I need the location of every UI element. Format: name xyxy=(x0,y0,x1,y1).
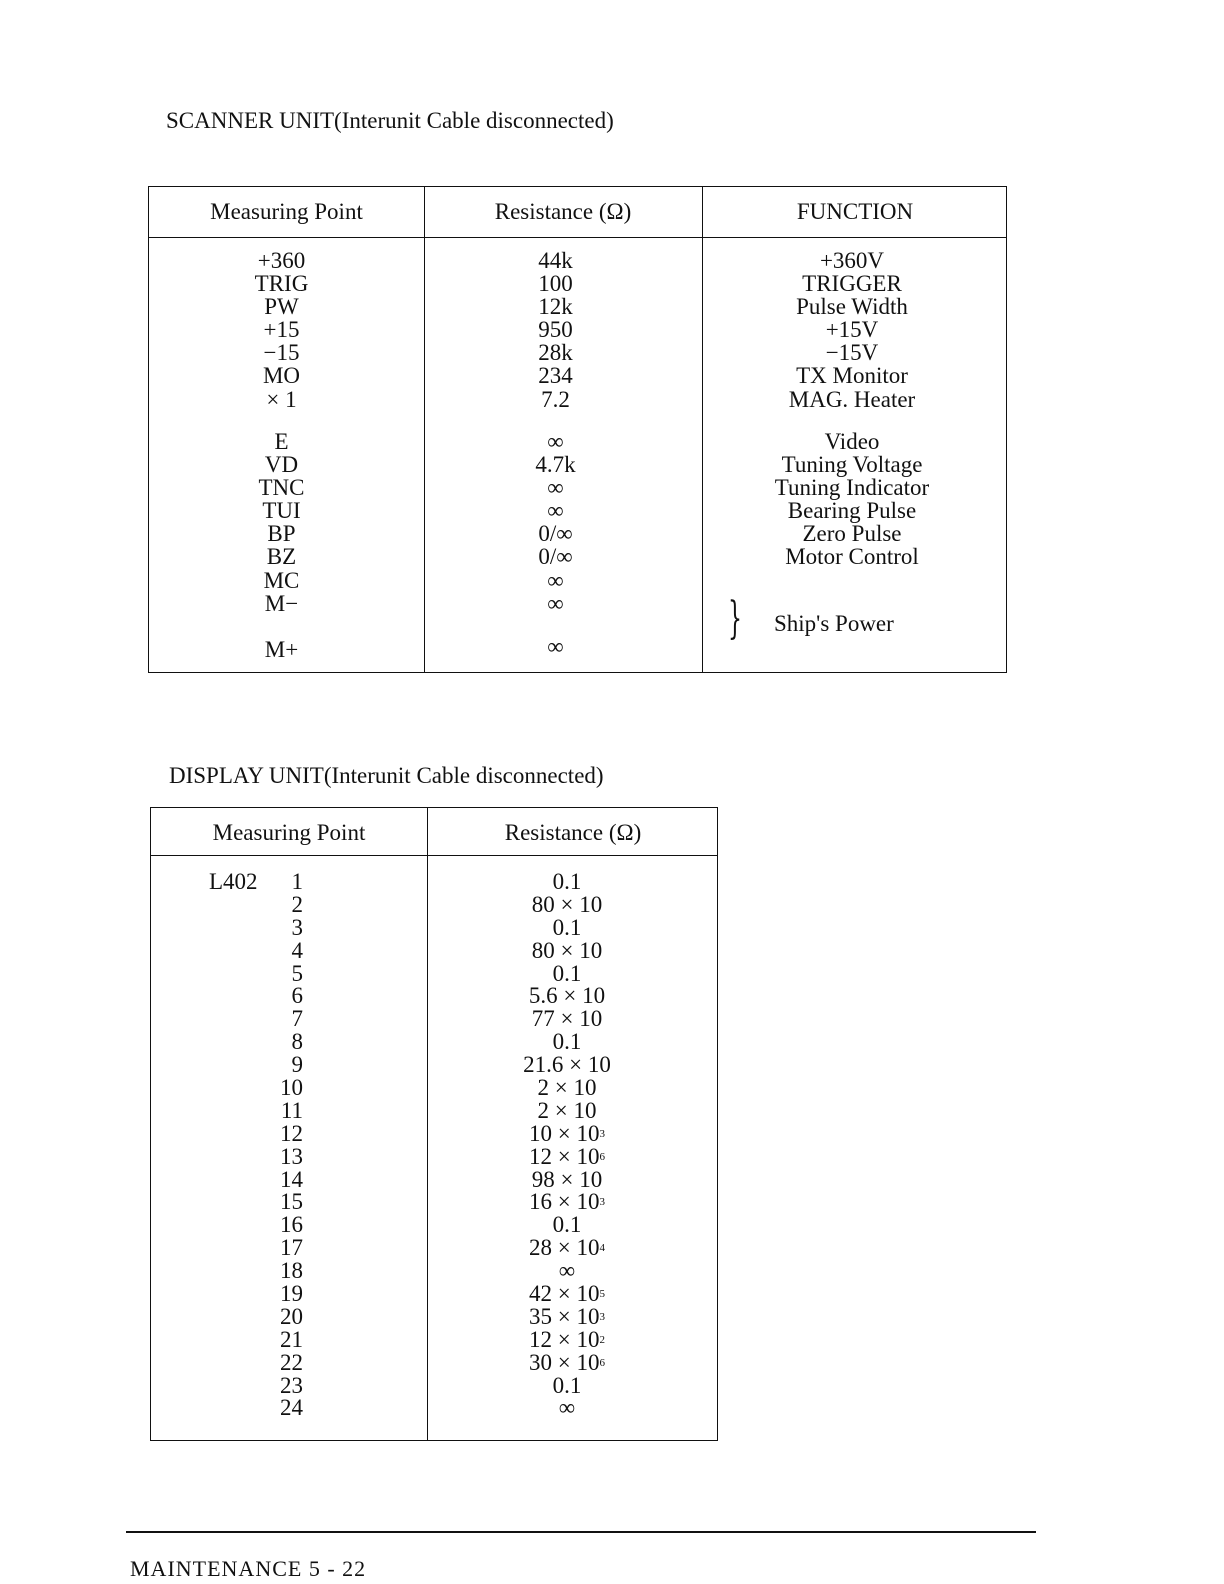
resistance-value: 0.1 xyxy=(552,1212,582,1238)
table-cell: MC xyxy=(263,567,300,593)
table-cell: 14 xyxy=(280,1166,303,1192)
table-row xyxy=(467,1396,667,1419)
scanner-table xyxy=(148,186,1007,673)
table-cell: Bearing Pulse xyxy=(787,498,917,524)
resistance-value: 28 × 10 xyxy=(529,1235,600,1261)
table-cell: Tuning Voltage xyxy=(781,452,923,478)
resistance-value: 77 × 10 xyxy=(531,1006,603,1032)
table-row xyxy=(467,1259,667,1282)
table-cell: M+ xyxy=(264,637,299,662)
table-cell: Pulse Width xyxy=(796,294,908,320)
resistance-value: 16 × 10 xyxy=(529,1189,600,1215)
display-table xyxy=(150,807,718,1441)
table-cell: 22 xyxy=(280,1349,303,1375)
table-cell: 0/∞ xyxy=(538,521,573,547)
table-cell: BZ xyxy=(266,544,297,570)
table-cell: 3 xyxy=(291,914,303,940)
exponent: 6 xyxy=(599,1356,605,1369)
table-cell: 1 xyxy=(291,869,303,894)
table-cell: 5 xyxy=(291,960,303,986)
table-cell: 0/∞ xyxy=(538,544,573,570)
resistance-value: 10 × 10 xyxy=(529,1120,600,1146)
table-cell: 234 xyxy=(538,363,573,389)
resistance-value: 21.6 × 10 xyxy=(523,1052,611,1078)
scanner-functions-group2 xyxy=(702,430,1002,569)
table-row xyxy=(467,1076,667,1099)
table-cell: ∞ xyxy=(547,429,564,454)
table-cell: 19 xyxy=(280,1281,303,1307)
resistance-value: 42 × 10 xyxy=(529,1281,600,1307)
resistance-value: ∞ xyxy=(558,1258,576,1284)
exponent: 4 xyxy=(599,1242,605,1255)
table-cell: 7 xyxy=(291,1006,303,1032)
table-cell: PW xyxy=(264,294,299,320)
table-row xyxy=(467,1374,667,1397)
table-cell: +360 xyxy=(257,248,306,273)
display-connector-label xyxy=(209,870,258,893)
resistance-value: 98 × 10 xyxy=(531,1166,603,1192)
table-cell: Video xyxy=(824,429,880,454)
table-cell: 20 xyxy=(280,1303,303,1329)
table-cell: 44k xyxy=(538,248,573,273)
table-cell: TRIGGER xyxy=(802,271,902,297)
table-cell: 9 xyxy=(291,1052,303,1078)
table-row xyxy=(467,1328,667,1351)
display-pins xyxy=(261,870,303,1419)
table-cell: 11 xyxy=(280,1097,303,1123)
table-cell: 23 xyxy=(280,1372,303,1398)
table-cell: +360V xyxy=(819,248,885,273)
table-row xyxy=(467,1236,667,1259)
table-cell: 2 xyxy=(291,891,303,917)
table-row xyxy=(467,984,667,1007)
table-row xyxy=(467,1190,667,1213)
table-cell: E xyxy=(274,429,289,454)
table-cell: 15 xyxy=(280,1189,303,1215)
scanner-point-mplus xyxy=(149,638,414,661)
table-cell: Motor Control xyxy=(785,544,919,570)
resistance-value: 2 × 10 xyxy=(537,1097,597,1123)
table-cell: TNC xyxy=(258,475,305,501)
table-cell: +15V xyxy=(825,317,879,343)
table-cell: Ship's Power xyxy=(774,611,894,636)
table-cell: 4.7k xyxy=(535,452,576,478)
table-row xyxy=(467,1053,667,1076)
table-cell: MO xyxy=(262,363,301,389)
display-caption: DISPLAY UNIT(Interunit Cable disconnected) xyxy=(169,763,604,788)
table-cell: −15 xyxy=(263,340,300,366)
table-cell: 18 xyxy=(280,1258,303,1284)
table-cell: 13 xyxy=(280,1143,303,1169)
scanner-points-group1 xyxy=(149,249,414,411)
display-header-resistance: Resistance (Ω) xyxy=(504,820,642,845)
resistance-value: 0.1 xyxy=(552,869,582,894)
table-row xyxy=(467,916,667,939)
display-resistances xyxy=(467,870,667,1419)
table-cell: 100 xyxy=(538,271,573,297)
table-row xyxy=(467,962,667,985)
table-cell: −15V xyxy=(825,340,879,366)
resistance-value: 0.1 xyxy=(552,960,582,986)
table-cell: 12k xyxy=(538,294,573,320)
exponent: 6 xyxy=(599,1150,605,1163)
table-cell: TUI xyxy=(262,498,301,524)
resistance-value: 0.1 xyxy=(552,1372,582,1398)
exponent: 3 xyxy=(599,1127,605,1140)
scanner-header-resistance: Resistance (Ω) xyxy=(494,199,632,224)
table-cell: 21 xyxy=(280,1326,303,1352)
resistance-value: 12 × 10 xyxy=(529,1143,600,1169)
table-row xyxy=(467,1305,667,1328)
scanner-resistance-mplus xyxy=(424,635,687,658)
scanner-resistances-group2 xyxy=(424,430,687,615)
table-cell: 12 xyxy=(280,1120,303,1146)
table-cell: 4 xyxy=(291,937,303,963)
scanner-header-measuring-point: Measuring Point xyxy=(210,199,363,224)
table-cell: ∞ xyxy=(547,634,564,659)
table-row xyxy=(467,1351,667,1374)
table-cell: 28k xyxy=(538,340,573,366)
table-row xyxy=(467,1145,667,1168)
table-cell: TRIG xyxy=(254,271,309,297)
resistance-value: 30 × 10 xyxy=(529,1349,600,1375)
resistance-value: ∞ xyxy=(558,1395,576,1421)
table-cell: 17 xyxy=(280,1235,303,1261)
table-cell: ∞ xyxy=(547,567,564,593)
table-row xyxy=(467,1030,667,1053)
display-header-measuring-point: Measuring Point xyxy=(212,820,366,845)
table-cell: L402 xyxy=(209,869,258,894)
bottom-rule xyxy=(126,1531,1036,1533)
table-cell: VD xyxy=(264,452,299,478)
table-row xyxy=(467,939,667,962)
table-row xyxy=(467,1213,667,1236)
table-row xyxy=(467,1282,667,1305)
scanner-caption: SCANNER UNIT(Interunit Cable disconnected) xyxy=(166,108,614,133)
table-cell: Zero Pulse xyxy=(802,521,902,547)
exponent: 3 xyxy=(599,1310,605,1323)
table-cell: 10 xyxy=(280,1075,303,1101)
scanner-resistances-group1 xyxy=(424,249,687,411)
table-cell: ∞ xyxy=(547,498,564,524)
table-cell: +15 xyxy=(263,317,300,343)
resistance-value: 5.6 × 10 xyxy=(528,983,606,1009)
table-cell: BP xyxy=(267,521,296,547)
table-cell: Tuning Indicator xyxy=(774,475,930,501)
table-cell: 8 xyxy=(291,1029,303,1055)
table-cell: 7.2 xyxy=(541,386,570,412)
table-cell: ∞ xyxy=(547,475,564,501)
scanner-functions-group1 xyxy=(702,249,1002,411)
exponent: 2 xyxy=(599,1333,605,1346)
table-cell: × 1 xyxy=(266,386,297,412)
table-cell: 16 xyxy=(280,1212,303,1238)
scanner-points-group2 xyxy=(149,430,414,615)
resistance-value: 2 × 10 xyxy=(537,1075,597,1101)
table-row xyxy=(467,1168,667,1191)
resistance-value: 0.1 xyxy=(552,914,582,940)
scanner-ships-power xyxy=(774,612,894,635)
scanner-header-function: FUNCTION xyxy=(796,199,914,224)
resistance-value: 80 × 10 xyxy=(531,891,603,917)
table-cell: 24 xyxy=(280,1395,303,1421)
resistance-value: 35 × 10 xyxy=(529,1303,600,1329)
table-row xyxy=(467,893,667,916)
resistance-value: 0.1 xyxy=(552,1029,582,1055)
resistance-value: 80 × 10 xyxy=(531,937,603,963)
exponent: 5 xyxy=(599,1288,605,1301)
table-cell: MAG. Heater xyxy=(788,386,916,412)
exponent: 3 xyxy=(599,1196,605,1209)
table-row xyxy=(467,1122,667,1145)
table-cell: 950 xyxy=(538,317,573,343)
resistance-value: 12 × 10 xyxy=(529,1326,600,1352)
page-footer: MAINTENANCE 5 - 22 xyxy=(130,1556,367,1581)
table-row xyxy=(467,870,667,893)
table-cell: M− xyxy=(264,590,299,616)
bracket-icon: } xyxy=(728,593,742,644)
table-cell: TX Monitor xyxy=(796,363,908,389)
table-row xyxy=(467,1007,667,1030)
table-cell: 6 xyxy=(291,983,303,1009)
table-cell: ∞ xyxy=(547,590,564,616)
table-row xyxy=(467,1099,667,1122)
